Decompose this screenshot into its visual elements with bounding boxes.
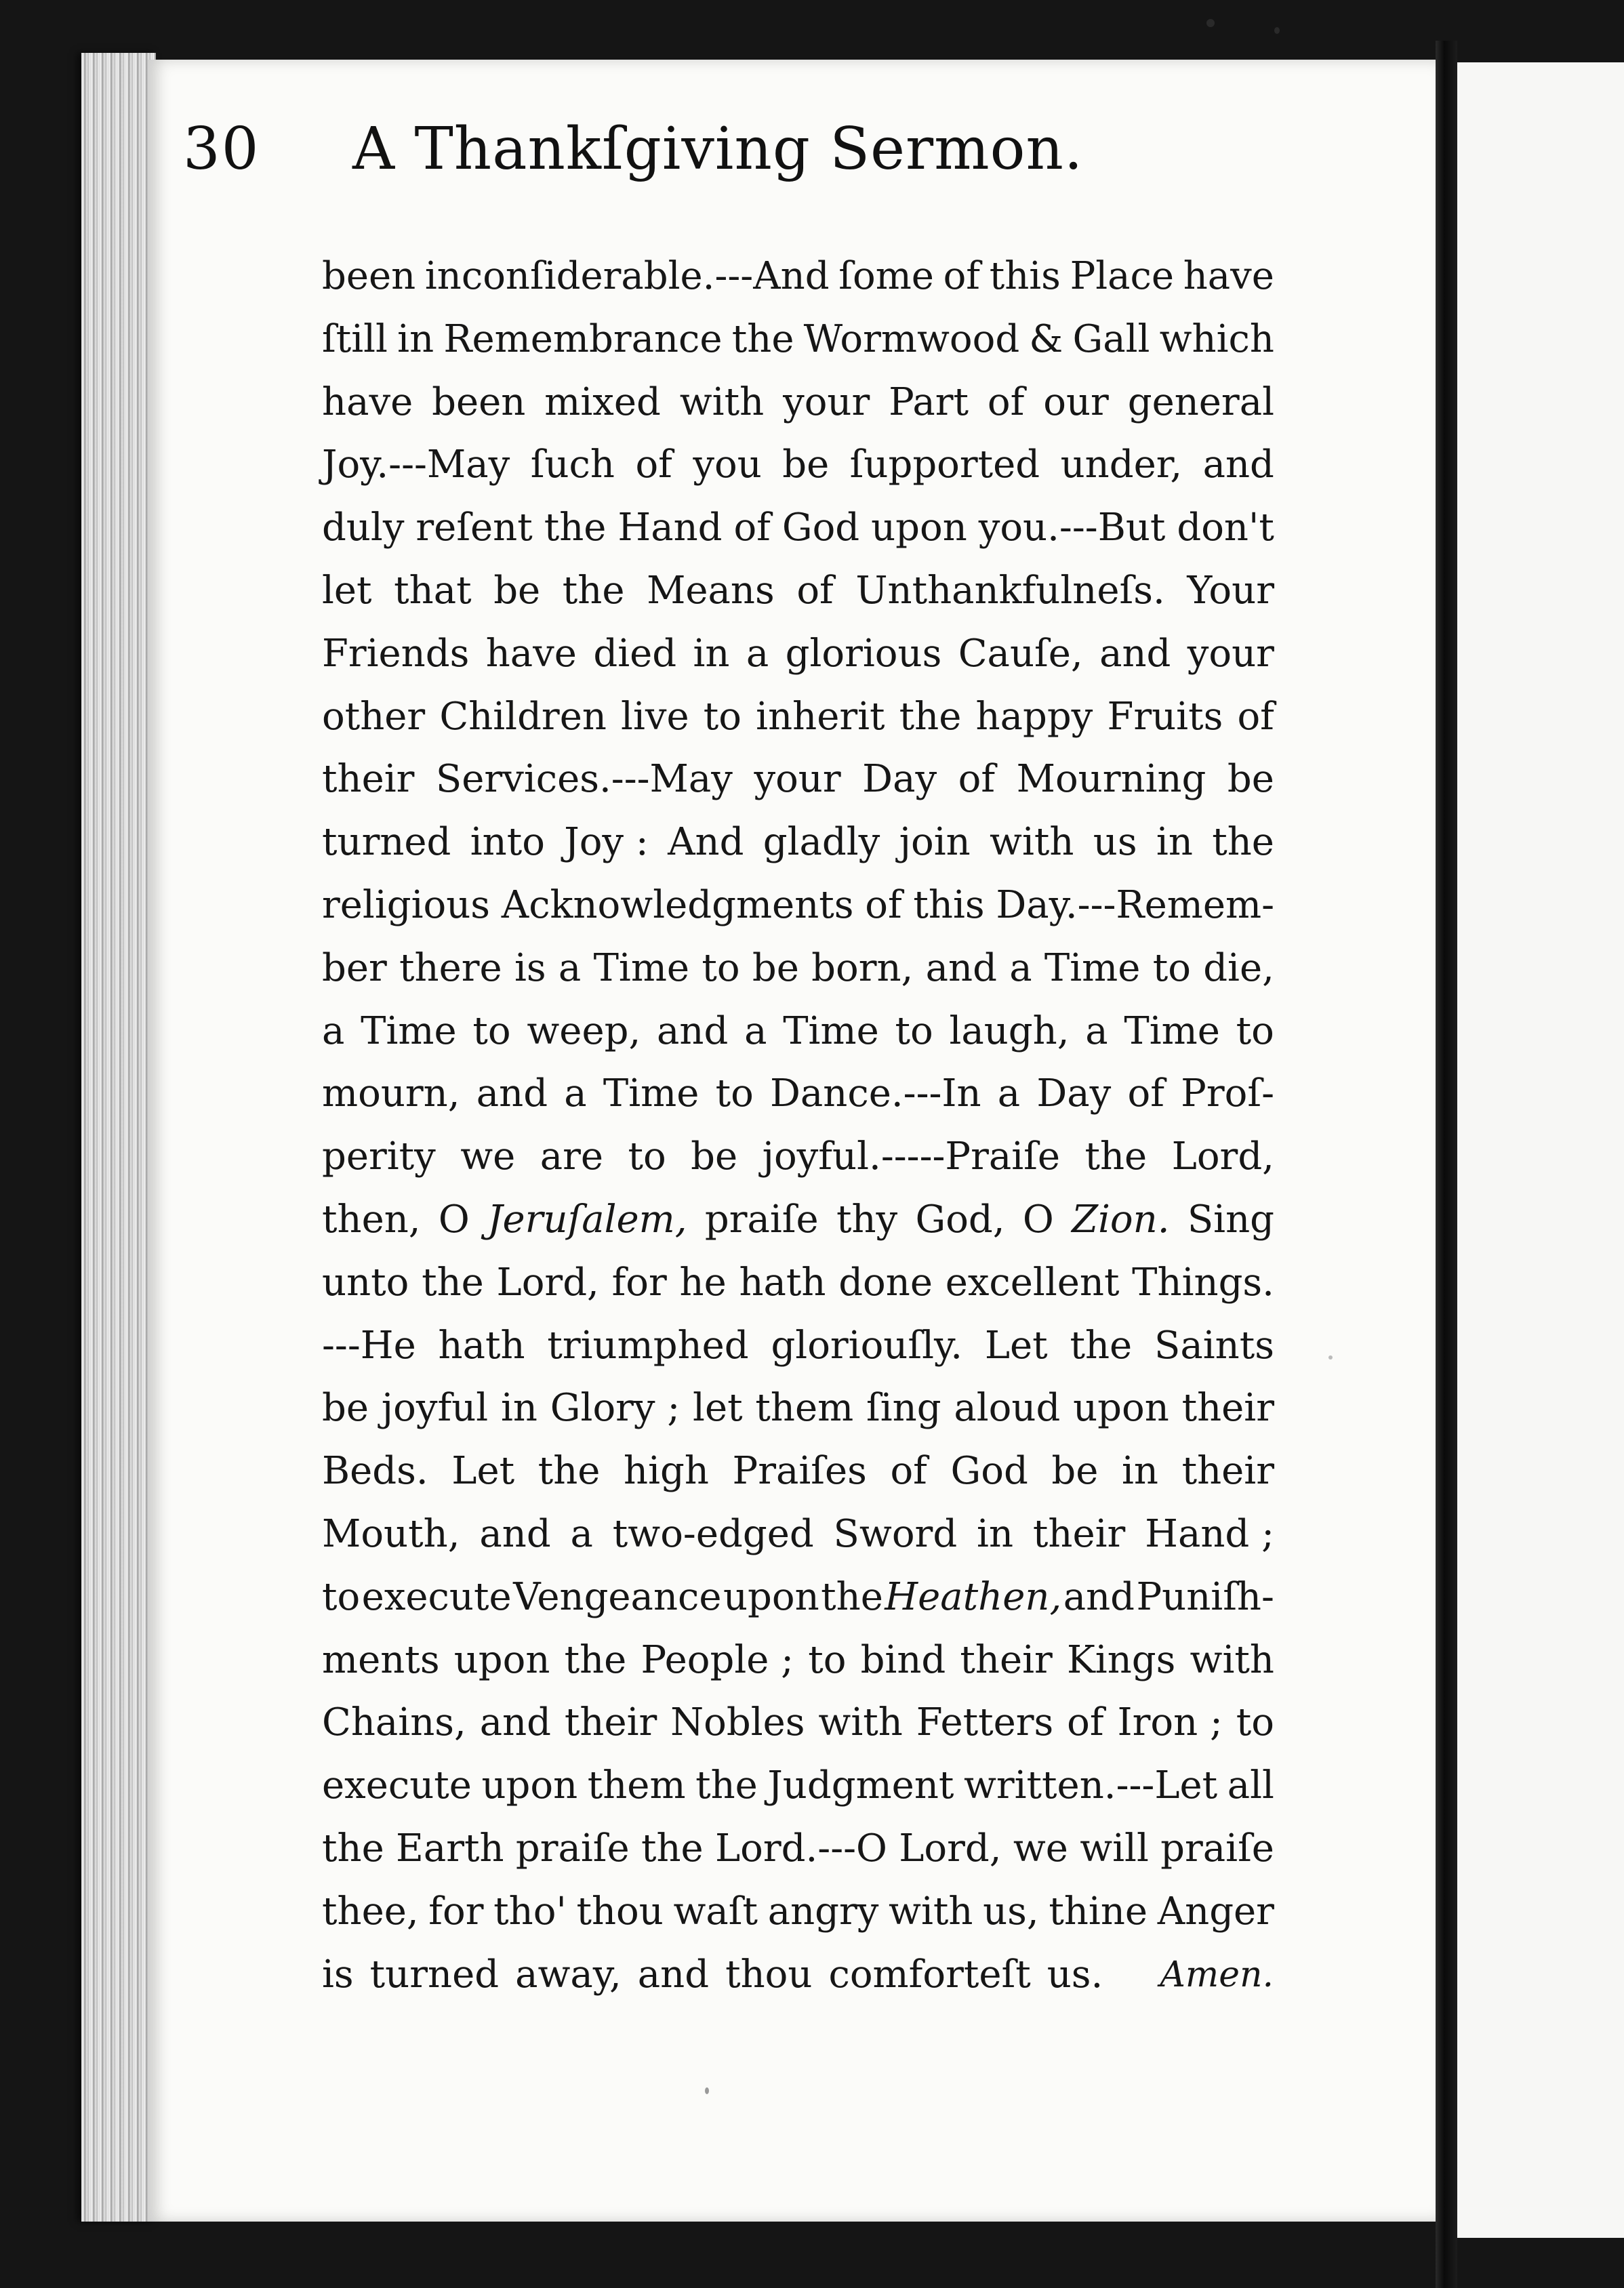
- text-line: [322, 1440, 1274, 1503]
- text-line: [322, 1315, 1274, 1378]
- word: be: [1227, 757, 1274, 802]
- word: Joy :: [564, 820, 649, 865]
- word: bind: [860, 1637, 946, 1682]
- word: praiſe: [515, 1826, 630, 1871]
- word: the: [564, 1637, 627, 1682]
- word: turned: [369, 1952, 500, 1997]
- word: Your: [1187, 568, 1274, 613]
- word: excellent: [945, 1260, 1120, 1305]
- word: in: [397, 316, 434, 361]
- word: then,: [322, 1197, 421, 1242]
- word: to: [1152, 945, 1191, 990]
- scan-speck: [705, 2087, 709, 2094]
- word: Children: [439, 694, 607, 739]
- word: upon: [723, 1574, 819, 1619]
- word: &: [1029, 316, 1063, 361]
- word: Time: [1044, 945, 1141, 990]
- word: be: [322, 1386, 369, 1431]
- word: the: [544, 506, 607, 550]
- word: Anger: [1157, 1889, 1274, 1934]
- word: a: [1085, 1008, 1108, 1053]
- word: glorious: [785, 631, 942, 676]
- word: their: [1181, 1449, 1274, 1494]
- word: of: [1067, 1700, 1104, 1745]
- word: Vengeance: [513, 1574, 722, 1619]
- word: Time: [1124, 1008, 1220, 1053]
- word: die,: [1203, 945, 1274, 990]
- word: the: [537, 1449, 601, 1494]
- word: ber: [322, 945, 387, 990]
- word: your: [783, 380, 870, 424]
- word: Lord.---O: [714, 1826, 887, 1871]
- word: praiſe: [704, 1197, 819, 1242]
- word: Judgment: [767, 1763, 954, 1808]
- word: perity: [322, 1135, 436, 1179]
- text-line: [322, 1692, 1274, 1755]
- word: Zion.: [1072, 1197, 1170, 1242]
- word: and: [1202, 443, 1274, 487]
- word: Dance.---In: [769, 1071, 981, 1116]
- word: Gall: [1072, 316, 1150, 361]
- word: be: [752, 945, 799, 990]
- text-line: [322, 1377, 1274, 1440]
- word: to: [703, 694, 742, 739]
- word: is: [322, 1952, 354, 1997]
- word: ſome: [838, 254, 934, 298]
- text-line: [322, 1944, 1274, 2007]
- word: Hand ;: [1145, 1511, 1274, 1556]
- word: Lord,: [1171, 1135, 1274, 1179]
- word: which: [1159, 316, 1274, 361]
- word: Sword: [833, 1511, 958, 1556]
- word: Remembrance: [443, 316, 723, 361]
- word: the: [641, 1826, 704, 1871]
- word: died: [593, 631, 677, 676]
- word: to: [895, 1008, 933, 1053]
- word: of: [1127, 1071, 1164, 1116]
- word: for: [428, 1889, 484, 1934]
- word: your: [754, 757, 841, 802]
- word: and: [1099, 631, 1171, 676]
- word: been: [322, 254, 416, 298]
- word: us: [1093, 820, 1137, 865]
- word: let: [693, 1386, 743, 1431]
- word: thee,: [322, 1889, 419, 1934]
- word: happy: [975, 694, 1093, 739]
- word: in: [501, 1386, 537, 1431]
- word: reſent: [415, 506, 533, 550]
- word: Proſ-: [1181, 1071, 1274, 1116]
- word: Let: [984, 1323, 1048, 1368]
- word: into: [470, 820, 545, 865]
- word: let: [322, 568, 372, 613]
- word: Day: [1036, 1071, 1112, 1116]
- word: ſing: [866, 1386, 941, 1431]
- word: to: [702, 945, 740, 990]
- page-number: 30: [183, 115, 260, 183]
- word: have: [485, 631, 577, 676]
- word: Jeruſalem,: [487, 1197, 687, 1242]
- word: to: [322, 1574, 361, 1619]
- word: Puniſh-: [1136, 1574, 1274, 1619]
- word: triumphed: [547, 1323, 749, 1368]
- word: general: [1127, 380, 1274, 424]
- word: God,: [915, 1197, 1005, 1242]
- word: Saints: [1154, 1323, 1274, 1368]
- word: ſuch: [530, 443, 615, 487]
- word: under,: [1060, 443, 1183, 487]
- page-header: [183, 102, 1335, 203]
- word: angry: [767, 1889, 879, 1934]
- word: ſupported: [849, 443, 1040, 487]
- word: of: [733, 506, 771, 550]
- word: joyful: [381, 1386, 489, 1431]
- word: be: [1051, 1449, 1099, 1494]
- word: Day.---Remem-: [996, 882, 1274, 927]
- word: Earth: [396, 1826, 504, 1871]
- word: their: [1032, 1511, 1126, 1556]
- running-title: A Thankſgiving Sermon.: [352, 115, 1084, 183]
- text-line: [322, 371, 1274, 434]
- word: be: [782, 443, 830, 487]
- word: hath: [739, 1260, 826, 1305]
- word: and: [479, 1511, 551, 1556]
- word: Place: [1070, 254, 1175, 298]
- text-line: [322, 811, 1274, 874]
- word: of: [865, 882, 902, 927]
- word: the: [1084, 1135, 1148, 1179]
- text-line: [322, 623, 1274, 686]
- word: of: [1237, 694, 1274, 739]
- word: Time: [593, 945, 690, 990]
- word: aloud: [954, 1386, 1061, 1431]
- text-line: [322, 560, 1274, 623]
- text-line: [322, 1881, 1274, 1944]
- word: of: [796, 568, 834, 613]
- text-line: [322, 1126, 1274, 1189]
- word: of: [635, 443, 672, 487]
- word: he: [679, 1260, 727, 1305]
- word: our: [1043, 380, 1109, 424]
- word: a: [322, 1008, 345, 1053]
- word: Glory ;: [550, 1386, 681, 1431]
- word: them: [755, 1386, 854, 1431]
- word: their: [322, 757, 415, 802]
- word: of: [890, 1449, 927, 1494]
- word: is: [514, 945, 546, 990]
- word: God: [950, 1449, 1028, 1494]
- word: thy: [836, 1197, 898, 1242]
- scan-speck: [1206, 19, 1215, 27]
- word: tho': [493, 1889, 567, 1934]
- word: your: [1187, 631, 1274, 676]
- word: will: [1080, 1826, 1149, 1871]
- word: a: [570, 1511, 593, 1556]
- word: upon: [1073, 1386, 1169, 1431]
- word: unto: [322, 1260, 409, 1305]
- word: the: [422, 1260, 484, 1305]
- scan-speck: [1328, 1355, 1333, 1360]
- word: that: [394, 568, 472, 613]
- word: the: [731, 316, 794, 361]
- word: join: [899, 820, 971, 865]
- word: for: [611, 1260, 667, 1305]
- word: have: [1183, 254, 1274, 298]
- word: Kings: [1066, 1637, 1176, 1682]
- word: People ;: [641, 1637, 794, 1682]
- word: Let: [451, 1449, 515, 1494]
- word: Praiſes: [732, 1449, 867, 1494]
- word: And: [668, 820, 744, 865]
- text-line: [322, 308, 1274, 371]
- word: to: [1236, 1008, 1274, 1053]
- word: with: [679, 380, 765, 424]
- word: a: [744, 1008, 767, 1053]
- text-line: [322, 1566, 1274, 1629]
- word: and: [925, 945, 997, 990]
- word: us.: [1047, 1952, 1103, 1997]
- text-line: [322, 1000, 1274, 1063]
- word: and: [637, 1952, 710, 1997]
- word: mixed: [544, 380, 661, 424]
- word: you.---But: [978, 506, 1166, 550]
- word: joyful.-----Praiſe: [762, 1135, 1061, 1179]
- word: Nobles: [670, 1700, 805, 1745]
- word: thine: [1049, 1889, 1148, 1934]
- word: Services.---May: [435, 757, 733, 802]
- word: this: [913, 882, 985, 927]
- word: waſt: [673, 1889, 758, 1934]
- word: Unthankfulneſs.: [855, 568, 1165, 613]
- word: away,: [515, 1952, 622, 1997]
- word: turned: [322, 820, 451, 865]
- word: Lord,: [899, 1826, 1002, 1871]
- word: weep,: [527, 1008, 641, 1053]
- word: a: [558, 945, 582, 990]
- text-line: [322, 1503, 1274, 1566]
- word: praiſe: [1160, 1826, 1274, 1871]
- word: thou: [576, 1889, 664, 1934]
- word: born,: [811, 945, 914, 990]
- word: with: [889, 1889, 973, 1934]
- word: with: [818, 1700, 903, 1745]
- facing-page: [1457, 62, 1624, 2238]
- word: Wormwood: [803, 316, 1020, 361]
- word: Friends: [322, 631, 470, 676]
- word: and: [1063, 1574, 1135, 1619]
- text-line: [322, 1189, 1274, 1252]
- word: with: [990, 820, 1074, 865]
- word: a: [564, 1071, 587, 1116]
- word: duly: [322, 506, 405, 550]
- text-line: [322, 434, 1274, 497]
- word: the: [1212, 820, 1274, 865]
- word: of: [943, 254, 981, 298]
- word: other: [322, 694, 426, 739]
- word: have: [322, 380, 413, 424]
- word: all: [1227, 1763, 1274, 1808]
- text-line: [322, 1818, 1274, 1881]
- word: Acknowledgments: [501, 882, 854, 927]
- word: the: [322, 1826, 384, 1871]
- word: Day: [862, 757, 937, 802]
- word: don't: [1177, 506, 1274, 550]
- word: their: [960, 1637, 1053, 1682]
- word: the: [899, 694, 962, 739]
- word: Lord,: [496, 1260, 599, 1305]
- word: there: [399, 945, 502, 990]
- word: Iron ;: [1117, 1700, 1223, 1745]
- word: them: [587, 1763, 686, 1808]
- word: to: [715, 1071, 754, 1116]
- word: comforteſt: [828, 1952, 1031, 1997]
- text-line: [322, 874, 1274, 937]
- word: inconſiderable.---And: [424, 254, 830, 298]
- text-line: [322, 1755, 1274, 1818]
- word: with: [1190, 1637, 1274, 1682]
- word: we: [1013, 1826, 1068, 1871]
- word: written.---Let: [963, 1763, 1218, 1808]
- word: the: [821, 1574, 883, 1619]
- book-gutter: [1436, 41, 1457, 2288]
- text-line: [322, 245, 1274, 308]
- word: the: [695, 1763, 758, 1808]
- word: gloriouſly.: [771, 1323, 963, 1368]
- word: ſtill: [322, 316, 388, 361]
- text-line: [322, 1629, 1274, 1692]
- word: to: [808, 1637, 847, 1682]
- word: in: [1122, 1449, 1158, 1494]
- closing-amen: Amen.: [1160, 1954, 1274, 1995]
- word: Mourning: [1016, 757, 1206, 802]
- word: you: [693, 443, 762, 487]
- word: execute: [322, 1763, 472, 1808]
- word: to: [472, 1008, 511, 1053]
- word: to: [1236, 1700, 1274, 1745]
- word: Hand: [617, 506, 723, 550]
- text-line: [322, 686, 1274, 749]
- word: Joy.---May: [322, 443, 510, 487]
- word: inherit: [756, 694, 885, 739]
- word: ments: [322, 1637, 440, 1682]
- word: this: [989, 254, 1061, 298]
- word: their: [564, 1700, 657, 1745]
- word: Heathen,: [885, 1574, 1062, 1619]
- word: Fruits: [1107, 694, 1223, 739]
- word: in: [977, 1511, 1014, 1556]
- text-line: [322, 497, 1274, 560]
- text-line: [322, 1063, 1274, 1126]
- word: Time: [603, 1071, 699, 1116]
- sermon-text: [322, 245, 1274, 2006]
- word: hath: [438, 1323, 525, 1368]
- word: done: [838, 1260, 933, 1305]
- text-line: [322, 937, 1274, 1000]
- word: religious: [322, 882, 491, 927]
- word: a: [1009, 945, 1032, 990]
- word: thou: [725, 1952, 813, 1997]
- word: in: [1156, 820, 1193, 865]
- word: mourn,: [322, 1071, 460, 1116]
- word: laugh,: [949, 1008, 1070, 1053]
- word: ---He: [322, 1323, 416, 1368]
- word: high: [624, 1449, 709, 1494]
- word: a: [746, 631, 769, 676]
- word: Chains,: [322, 1700, 466, 1745]
- word: in: [693, 631, 730, 676]
- word: God: [781, 506, 860, 550]
- word: O: [438, 1197, 470, 1242]
- word: the: [1070, 1323, 1133, 1368]
- word: the: [562, 568, 625, 613]
- word: O: [1022, 1197, 1054, 1242]
- word: Sing: [1187, 1197, 1274, 1242]
- word: of: [958, 757, 996, 802]
- word: upon: [481, 1763, 578, 1808]
- word: live: [621, 694, 689, 739]
- word: Part: [889, 380, 969, 424]
- word: Fetters: [916, 1700, 1054, 1745]
- word: Time: [783, 1008, 879, 1053]
- word: be: [691, 1135, 738, 1179]
- word: Beds.: [322, 1449, 428, 1494]
- word: and: [476, 1071, 548, 1116]
- text-line: [322, 1252, 1274, 1315]
- word: and: [479, 1700, 552, 1745]
- word: Cauſe,: [958, 631, 1083, 676]
- word: us,: [983, 1889, 1039, 1934]
- word: been: [432, 380, 526, 424]
- word: their: [1181, 1386, 1274, 1431]
- word: of: [987, 380, 1025, 424]
- word: to: [628, 1135, 666, 1179]
- word: Mouth,: [322, 1511, 460, 1556]
- word: upon: [453, 1637, 550, 1682]
- word: Things.: [1132, 1260, 1274, 1305]
- word: two-edged: [612, 1511, 814, 1556]
- page-edges: [81, 53, 156, 2222]
- word: Means: [647, 568, 775, 613]
- word: be: [493, 568, 541, 613]
- text-line: [322, 748, 1274, 811]
- word: are: [540, 1135, 604, 1179]
- word: Time: [361, 1008, 457, 1053]
- word: gladly: [763, 820, 880, 865]
- word: a: [997, 1071, 1021, 1116]
- word: we: [460, 1135, 516, 1179]
- scan-speck: [1274, 27, 1280, 34]
- word: execute: [361, 1574, 512, 1619]
- word: upon: [871, 506, 967, 550]
- word: and: [657, 1008, 729, 1053]
